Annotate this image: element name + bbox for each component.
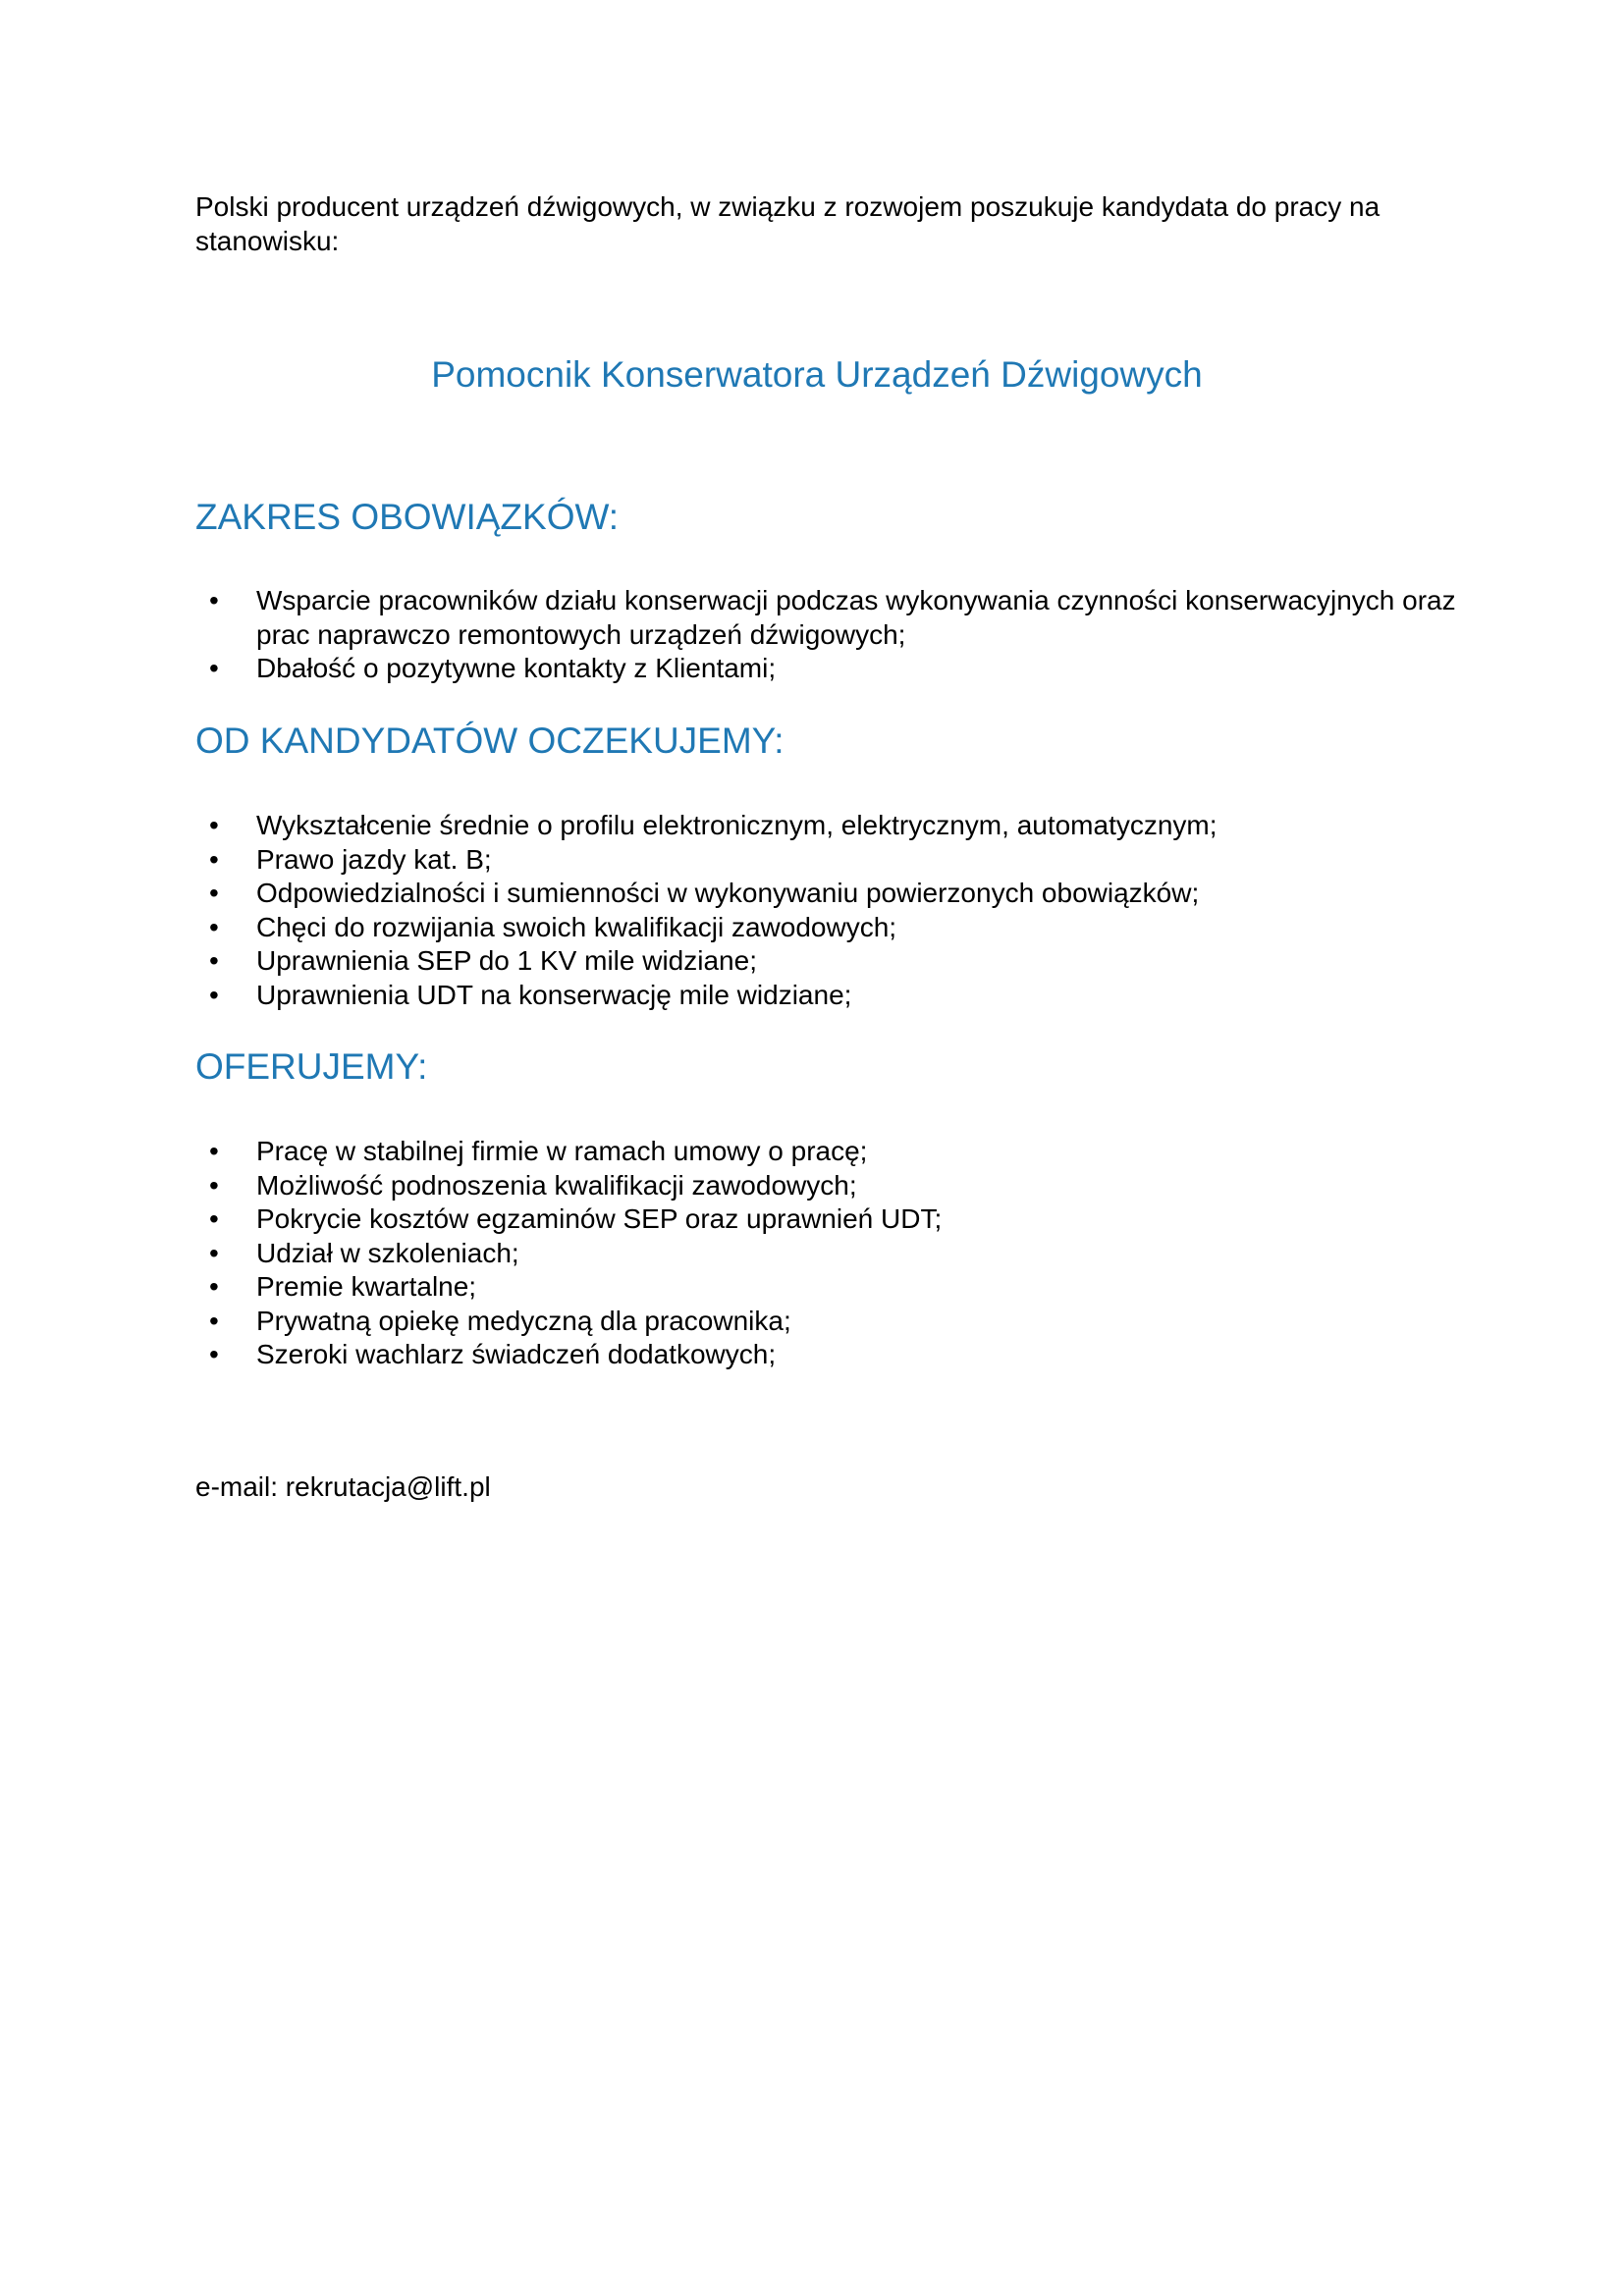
list-item (195, 809, 1472, 843)
duties-list (195, 584, 1472, 686)
bullet-icon: • (209, 1203, 219, 1234)
list-item (195, 584, 1472, 652)
list-item-text: Dbałość o pozytywne kontakty z Klientami; (256, 653, 777, 683)
list-item-text: Odpowiedzialności i sumienności w wykonywaniu powierzonych obowiązków; (256, 878, 1200, 908)
list-item (195, 1305, 1472, 1339)
list-item (195, 877, 1472, 911)
intro-paragraph: Polski producent urządzeń dźwigowych, w związku z rozwojem poszukuje kandydata do pracy na stanowisku: (195, 191, 1380, 256)
section-heading-offer: OFERUJEMY: (195, 1046, 428, 1087)
bullet-icon: • (209, 1237, 219, 1268)
list-item (195, 979, 1472, 1013)
list-item-text: Szeroki wachlarz świadczeń dodatkowych; (256, 1339, 777, 1369)
list-item-text: Uprawnienia SEP do 1 KV mile widziane; (256, 945, 757, 976)
list-item-text: Wsparcie pracowników działu konserwacji podczas wykonywania czynności konserwacyjnych oraz prac naprawczo remontowych urządzeń dźwigowych; (256, 585, 1456, 650)
list-item (195, 652, 1472, 686)
list-item (195, 944, 1472, 979)
bullet-icon: • (209, 810, 219, 840)
bullet-icon: • (209, 843, 219, 875)
list-item-text: Pracę w stabilnej firmie w ramach umowy o pracę; (256, 1136, 868, 1166)
bullet-icon: • (209, 878, 219, 908)
bullet-icon: • (209, 585, 219, 615)
list-item (195, 1270, 1472, 1305)
list-item (195, 1338, 1472, 1372)
list-item-text: Prawo jazdy kat. B; (256, 843, 492, 875)
list-item (195, 911, 1472, 945)
bullet-icon: • (209, 1305, 219, 1336)
section-heading-duties: ZAKRES OBOWIĄZKÓW: (195, 497, 620, 537)
list-item-text: Pokrycie kosztów egzaminów SEP oraz uprawnień UDT; (256, 1203, 943, 1234)
email-address[interactable]: rekrutacja@lift.pl (285, 1471, 491, 1502)
list-item (195, 1237, 1472, 1271)
list-item-text: Uprawnienia UDT na konserwację mile widziane; (256, 979, 852, 1010)
offer-list (195, 1135, 1472, 1372)
list-item (195, 843, 1472, 878)
list-item (195, 1169, 1472, 1203)
list-item-text: Chęci do rozwijania swoich kwalifikacji zawodowych; (256, 911, 897, 942)
bullet-icon: • (209, 1136, 219, 1166)
list-item-text: Prywatną opiekę medyczną dla pracownika; (256, 1305, 791, 1336)
list-item-text: Wykształcenie średnie o profilu elektronicznym, elektrycznym, automatycznym; (256, 810, 1218, 840)
bullet-icon: • (209, 979, 219, 1010)
bullet-icon: • (209, 1339, 219, 1369)
contact-line (195, 1469, 491, 1504)
section-heading-requirements: OD KANDYDATÓW OCZEKUJEMY: (195, 721, 785, 761)
list-item-text: Udział w szkoleniach; (256, 1237, 519, 1268)
bullet-icon: • (209, 653, 219, 683)
bullet-icon: • (209, 945, 219, 976)
list-item-text: Możliwość podnoszenia kwalifikacji zawodowych; (256, 1169, 857, 1201)
job-title: Pomocnik Konserwatora Urządzeń Dźwigowych (431, 354, 1203, 395)
list-item (195, 1135, 1472, 1169)
requirements-list (195, 809, 1472, 1012)
list-item (195, 1202, 1472, 1237)
bullet-icon: • (209, 1169, 219, 1201)
email-label: e-mail: (195, 1471, 279, 1502)
list-item-text: Premie kwartalne; (256, 1271, 477, 1302)
bullet-icon: • (209, 911, 219, 942)
bullet-icon: • (209, 1271, 219, 1302)
